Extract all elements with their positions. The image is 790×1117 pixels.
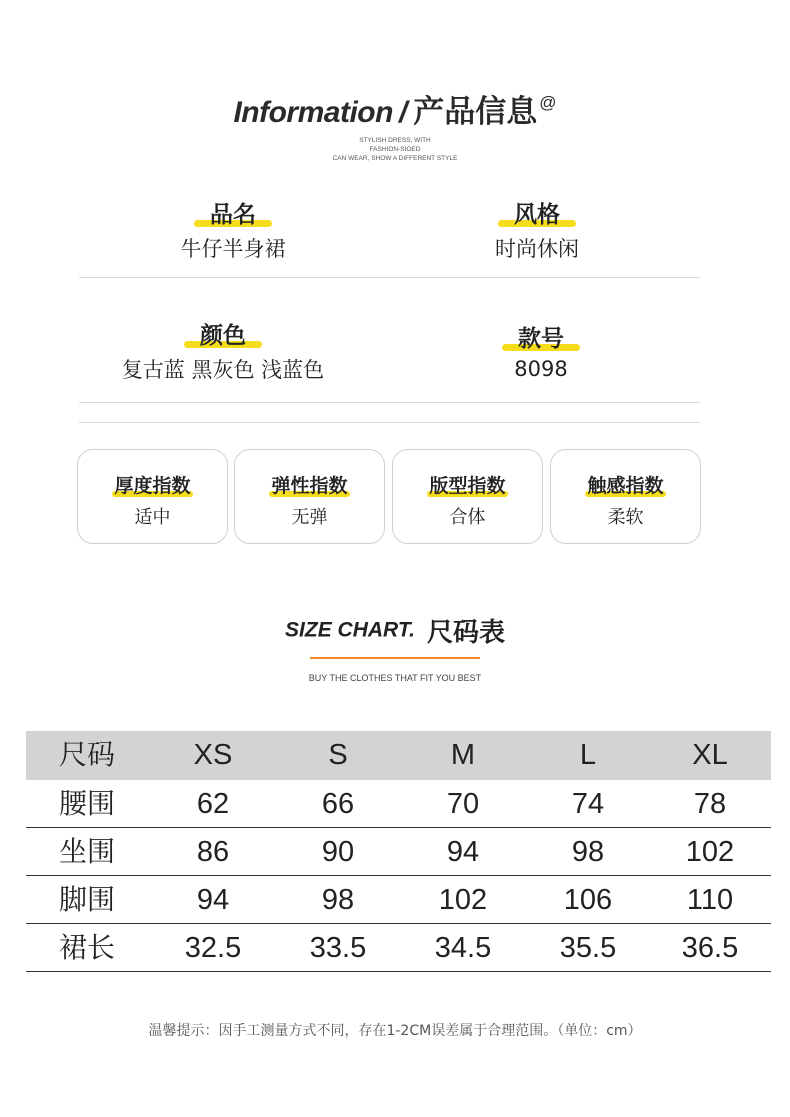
- product-info-title: [0, 86, 790, 131]
- header-cell: 尺码: [59, 738, 116, 771]
- table-cell: 74: [571, 788, 605, 820]
- tagline: [0, 136, 790, 163]
- title-at-mark: @: [539, 93, 557, 112]
- index-card-elasticity: [234, 449, 385, 544]
- size-chart-title-english: SIZE CHART.: [285, 618, 415, 642]
- index-value: 柔软: [607, 507, 644, 528]
- table-cell: 94: [446, 836, 480, 868]
- index-title: 厚度指数: [114, 475, 191, 497]
- table-header-row: [26, 731, 771, 780]
- index-value: 合体: [449, 507, 486, 528]
- row-label: 裙长: [59, 931, 116, 964]
- table-cell: 94: [196, 884, 230, 916]
- field-value: 时尚休闲: [495, 237, 579, 261]
- field-label: 品名: [210, 202, 256, 228]
- header-cell: XS: [193, 739, 233, 771]
- table-cell: 98: [321, 884, 355, 916]
- table-cell: 90: [321, 836, 355, 868]
- size-chart-subtitle: BUY THE CLOTHES THAT FIT YOU BEST: [308, 673, 482, 683]
- index-card-touch: [550, 449, 701, 544]
- table-cell: 78: [693, 788, 727, 820]
- divider: [79, 402, 700, 403]
- table-cell: 86: [196, 836, 230, 868]
- index-title: 版型指数: [429, 475, 506, 497]
- index-card-fit: [392, 449, 543, 544]
- table-cell: 102: [438, 884, 488, 916]
- field-value: 复古蓝 黑灰色 浅蓝色: [121, 358, 325, 382]
- table-cell: 98: [571, 836, 605, 868]
- table-cell: 32.5: [184, 932, 242, 964]
- table-row-hem: [26, 876, 771, 924]
- divider: [79, 422, 700, 423]
- table-row-hip: [26, 828, 771, 876]
- table-cell: 33.5: [309, 932, 367, 964]
- row-label: 腰围: [59, 787, 116, 820]
- header-cell: XL: [692, 739, 728, 771]
- divider: [79, 277, 700, 278]
- index-value: 无弹: [291, 507, 328, 528]
- table-cell: 62: [196, 788, 230, 820]
- field-value: 8098: [514, 357, 568, 381]
- title-english: Information: [233, 96, 393, 129]
- table-cell: 66: [321, 788, 355, 820]
- index-title: 触感指数: [587, 475, 664, 497]
- row-label: 脚围: [59, 883, 116, 916]
- table-cell: 34.5: [434, 932, 492, 964]
- table-cell: 36.5: [681, 932, 739, 964]
- field-label: 款号: [518, 326, 564, 352]
- tagline-line-2: FASHION-SIOED: [369, 146, 421, 153]
- table-cell: 110: [686, 884, 734, 916]
- table-cell: 102: [685, 836, 735, 868]
- index-cards: [77, 449, 701, 544]
- field-label: 风格: [514, 202, 560, 228]
- field-model-number: [426, 320, 656, 381]
- size-table: [26, 731, 771, 972]
- header-cell: M: [450, 739, 476, 771]
- header-cell: S: [328, 739, 348, 771]
- title-slash: /: [398, 96, 408, 129]
- header-cell: L: [579, 739, 597, 771]
- field-color: [108, 317, 338, 384]
- field-value: 牛仔半身裙: [180, 237, 286, 261]
- table-row-waist: [26, 780, 771, 828]
- measurement-note: 温馨提示：因手工测量方式不同，存在1-2CM误差属于合理范围。（单位：cm）: [148, 1023, 642, 1039]
- field-label: 颜色: [200, 323, 246, 349]
- accent-underline: [310, 657, 480, 659]
- index-card-thickness: [77, 449, 228, 544]
- field-product-name: [118, 196, 348, 263]
- table-cell: 106: [563, 884, 613, 916]
- row-label: 坐围: [59, 835, 116, 868]
- table-cell: 70: [446, 788, 480, 820]
- index-title: 弹性指数: [271, 475, 348, 497]
- size-chart-title: [0, 612, 790, 649]
- index-value: 适中: [134, 507, 171, 528]
- table-row-length: [26, 924, 771, 972]
- size-chart-title-chinese: 尺码表: [426, 618, 505, 648]
- tagline-line-1: STYLISH DRESS, WITH: [359, 137, 431, 144]
- field-style: [422, 196, 652, 263]
- title-chinese: 产品信息: [413, 94, 538, 130]
- table-cell: 35.5: [559, 932, 617, 964]
- tagline-line-3: CAN WEAR, SHOW A DIFFERENT STYLE: [332, 155, 458, 162]
